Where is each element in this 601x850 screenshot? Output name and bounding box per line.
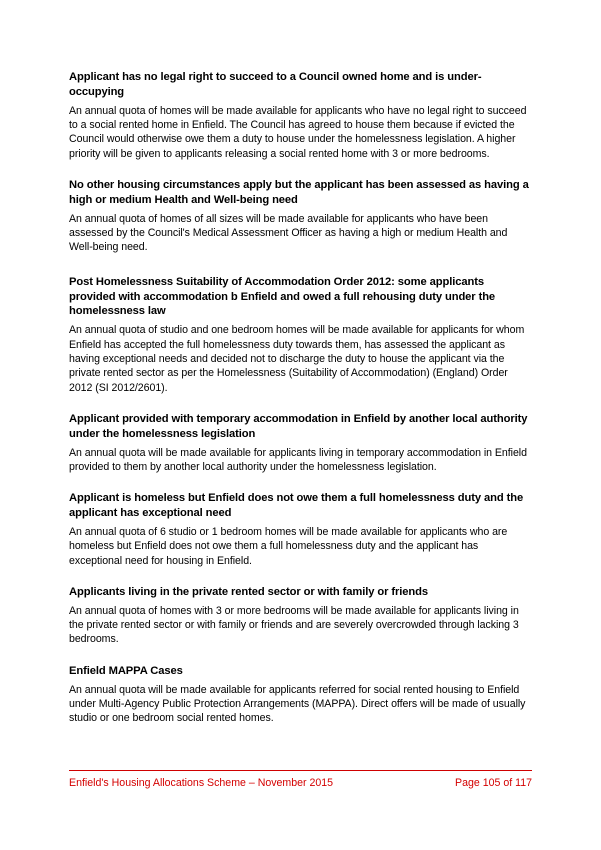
section-paragraph: An annual quota of homes will be made available for applicants who have no legal right to succeed to a social rented home in Enfield. The Council has agreed to house them because if evicted the Council would otherwise owe them a duty to house under the homelessness legislation. A higher priority will be given to applicants releasing a social rented home with 3 or more bedrooms.: [69, 104, 527, 160]
section-paragraph: An annual quota of homes of all sizes will be made available for applicants who have been assessed by the Council's Medical Assessment Officer as having a high or medium Health and Well-being need.: [69, 212, 508, 254]
section-paragraph: An annual quota of homes with 3 or more bedrooms will be made available for applicants living in the private rented sector or with family or friends and are severely overcrowded through lacking 3 bedrooms.: [69, 604, 519, 646]
section-paragraph: An annual quota will be made available for applicants living in temporary accommodation in Enfield provided to them by another local authority under the homelessness legislation.: [69, 446, 527, 473]
section-heading: Applicants living in the private rented sector or with family or friends: [69, 585, 428, 598]
section-enfield-mappa-cases: [69, 664, 532, 726]
document-body: [69, 70, 532, 739]
section-suitability-of-accommodation-order: [69, 275, 532, 395]
footer-document-title: Enfield's Housing Allocations Scheme – November 2015: [69, 777, 334, 789]
section-health-wellbeing-need: [69, 178, 532, 255]
section-homeless-no-full-duty: [69, 491, 532, 568]
section-paragraph: An annual quota will be made available for applicants referred for social rented housing to Enfield under Multi-Agency Public Protection Arrangements (MAPPA). Direct offers will be made of usually studio or one bedroom social rented homes.: [69, 683, 526, 725]
section-temporary-accommodation-other-authority: [69, 412, 532, 474]
section-paragraph: An annual quota of 6 studio or 1 bedroom homes will be made available for applicants who are homeless but Enfield does not owe them a full homelessness duty and the applicant has exceptional need for housing in Enfield.: [69, 525, 508, 567]
section-private-rented-family-friends: [69, 585, 532, 647]
footer-page-number: Page 105 of 117: [455, 777, 532, 789]
section-heading: Applicant has no legal right to succeed to a Council owned home and is under-occupying: [69, 71, 482, 98]
section-heading: Applicant is homeless but Enfield does not owe them a full homelessness duty and the applicant has exceptional need: [69, 492, 524, 520]
section-heading: Enfield MAPPA Cases: [69, 664, 183, 677]
section-succession-under-occupying: [69, 70, 532, 161]
section-heading: Post Homelessness Suitability of Accommodation Order 2012: some applicants provided with accommodation b Enfield and owed a full rehousing duty under the homelessness law: [69, 275, 496, 318]
page-footer: [69, 770, 532, 789]
section-heading: No other housing circumstances apply but the applicant has been assessed as having a high or medium Health and Well-being need: [69, 178, 529, 206]
section-heading: Applicant provided with temporary accommodation in Enfield by another local authority under the homelessness legislation: [69, 412, 528, 440]
section-paragraph: An annual quota of studio and one bedroom homes will be made available for applicants for whom Enfield has accepted the full homelessness duty towards them, has assessed the applicant as having exceptional needs and decided not to discharge the duty to house the applicant via the private rented sector as per the Homelessness (Suitability of Accommodation) (England) Order 2012 (SI 2012/2601).: [69, 324, 525, 394]
